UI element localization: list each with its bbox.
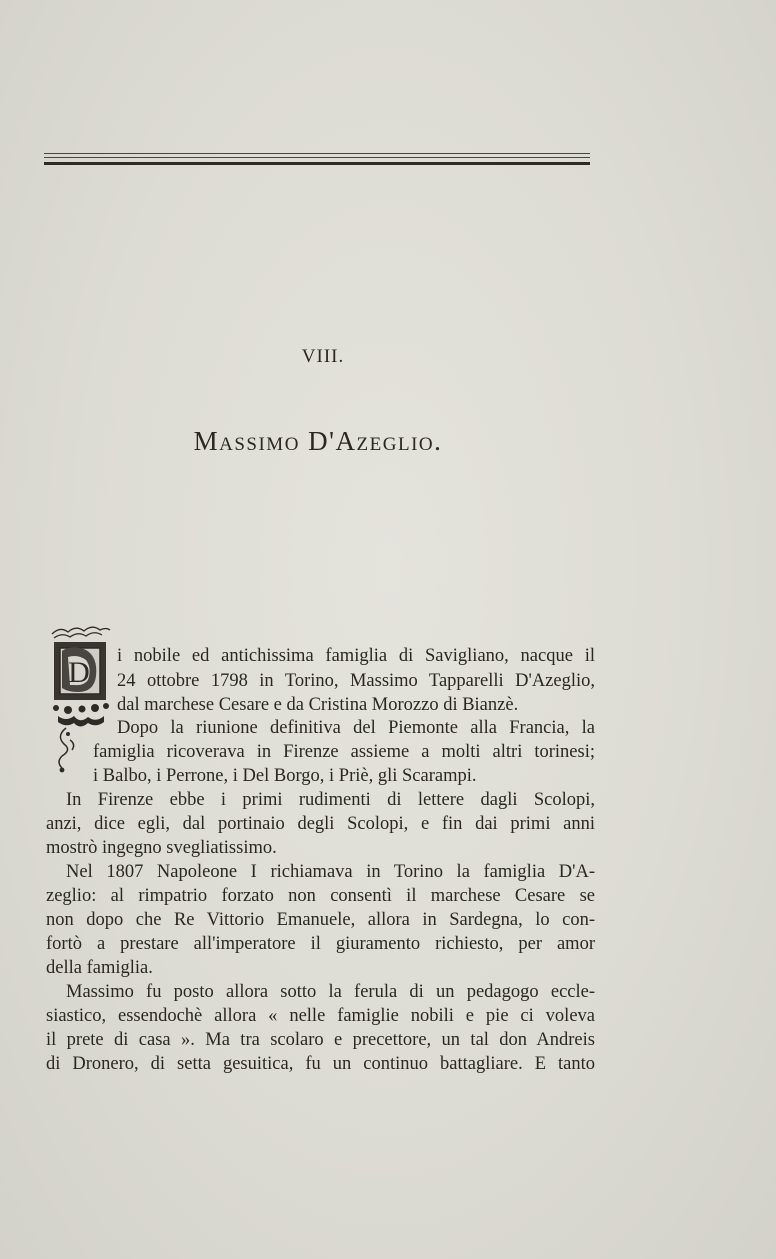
chapter-number: VIII.	[301, 346, 345, 367]
paragraph-4-line-2: zeglio: al rimpatrio forzato non consentì il marchese Cesare se	[46, 886, 595, 906]
paragraph-2-line-3: i Balbo, i Perrone, i Del Borgo, i Priè, gli Scarampi.	[93, 766, 477, 786]
paragraph-3-line-3: mostrò ingegno svegliatissimo.	[46, 838, 277, 858]
paragraph-1-line-2: 24 ottobre 1798 in Torino, Massimo Tapparelli D'Azeglio,	[117, 671, 595, 691]
paragraph-4-line-4: fortò a prestare all'imperatore il giuramento richiesto, per amor	[46, 934, 595, 954]
paragraph-5-line-3: il prete di casa ». Ma tra scolaro e precettore, un tal don Andreis	[46, 1030, 595, 1050]
paragraph-5-line-4: di Dronero, di setta gesuitica, fu un continuo battagliare. E tanto	[46, 1054, 595, 1074]
paragraph-4-line-1: Nel 1807 Napoleone I richiamava in Torino la famiglia D'A-	[66, 862, 595, 882]
header-rule-thin-middle	[44, 157, 590, 158]
header-rule-thick	[44, 162, 590, 165]
header-rule-thin-top	[44, 153, 590, 154]
paragraph-2-line-1: Dopo la riunione definitiva del Piemonte alla Francia, la	[117, 718, 595, 738]
paragraph-2-line-2: famiglia ricoverava in Firenze assieme a molti altri torinesi;	[93, 742, 595, 762]
paragraph-1-line-1: i nobile ed antichissima famiglia di Savigliano, nacque il	[117, 646, 595, 666]
paragraph-1-line-3: dal marchese Cesare e da Cristina Morozzo di Bianzè.	[117, 695, 519, 715]
paragraph-5-line-2: siastico, essendochè allora « nelle famiglie nobili e pie ci voleva	[46, 1006, 595, 1026]
paragraph-5-line-1: Massimo fu posto allora sotto la ferula di un pedagogo eccle-	[66, 982, 595, 1002]
paragraph-4-line-3: non dopo che Re Vittorio Emanuele, allora in Sardegna, lo con-	[46, 910, 595, 930]
paragraph-3-line-2: anzi, dice egli, dal portinaio degli Scolopi, e fin dai primi anni	[46, 814, 595, 834]
svg-text:D: D	[68, 656, 90, 689]
paragraph-3-line-1: In Firenze ebbe i primi rudimenti di lettere dagli Scolopi,	[66, 790, 595, 810]
chapter-title: Massimo D'Azeglio.	[193, 426, 443, 456]
paragraph-4-line-5: della famiglia.	[46, 958, 153, 978]
